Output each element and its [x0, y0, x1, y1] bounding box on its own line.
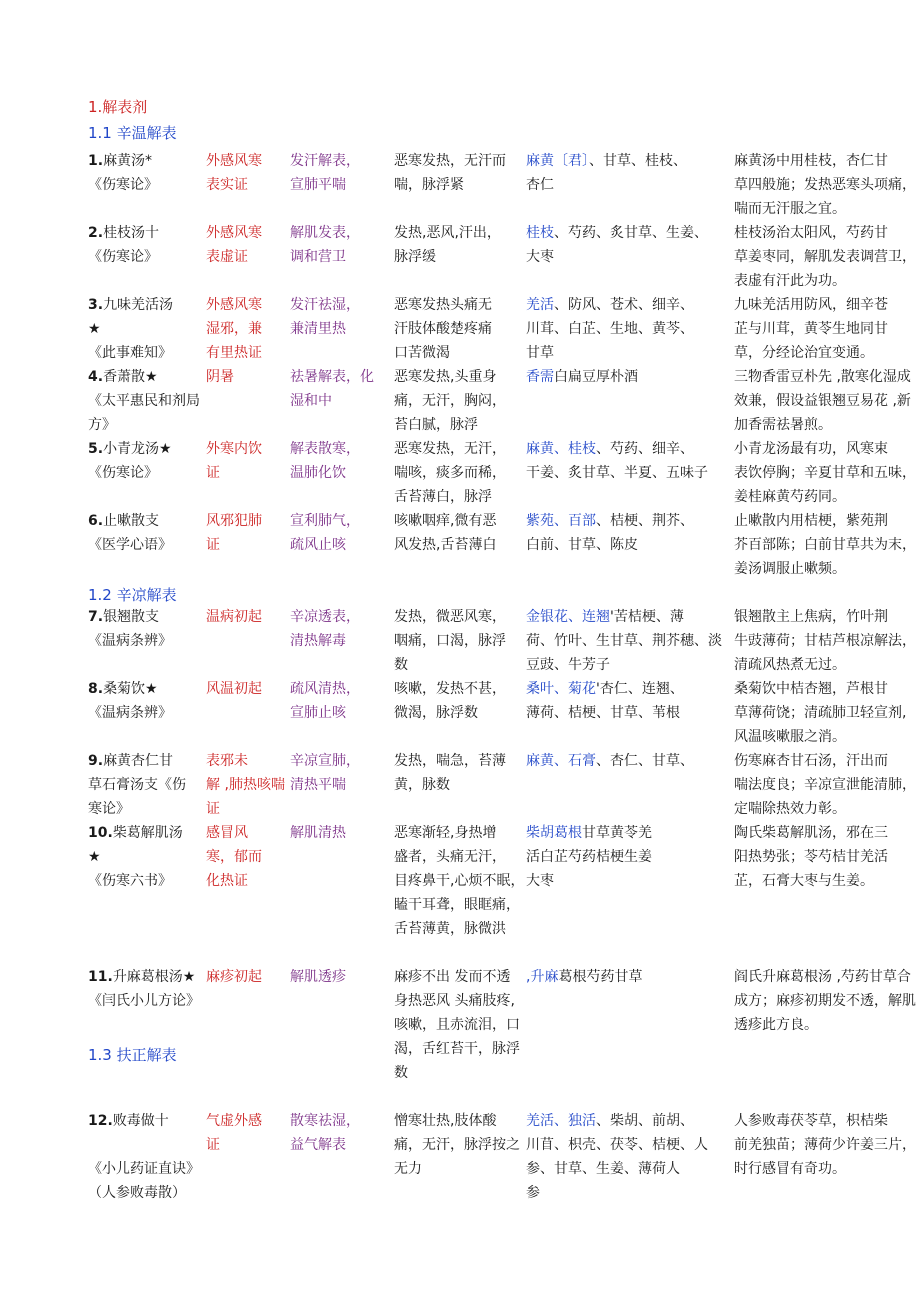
symptoms: 舌苔薄黄，脉微洪: [394, 921, 506, 937]
mnemonic-verse: 芥百部陈；白前甘草共为末，: [734, 537, 916, 553]
symptoms: 数: [394, 657, 408, 673]
mechanism: 解肌清热: [290, 825, 346, 841]
formula-name-text: 败毒做十: [112, 1113, 169, 1129]
herbs: [526, 821, 652, 845]
mnemonic-verse: 效兼，假设益银翘豆易花 ,新: [734, 393, 911, 409]
herbs-continued: 参、甘草、生姜、薄荷人: [526, 1161, 680, 1177]
symptoms: 恶寒发热，无汗而: [394, 153, 506, 169]
herbs-continued: 荷、竹叶、生甘草、荆芥穗、淡: [526, 633, 722, 649]
principal-herb: 桑叶、菊花: [526, 681, 596, 697]
symptoms: 憎寒壮热,肢体酸: [394, 1113, 497, 1129]
indication: 外寒内饮: [206, 441, 262, 457]
mechanism: 疏风清热，: [290, 681, 360, 697]
formula-name: [88, 437, 172, 461]
herb-list: 、芍药、炙甘草、生姜、: [554, 225, 708, 241]
symptoms: 数: [394, 1065, 408, 1081]
mnemonic-verse: 人参败毒茯苓草，枳桔柴: [734, 1113, 888, 1129]
herbs-continued: 甘草: [526, 345, 554, 361]
principal-herb: 升麻: [530, 969, 559, 985]
formula-name: [88, 965, 195, 989]
formula-number: 6.: [88, 513, 104, 529]
mnemonic-verse: 伤寒麻杏甘石汤，汗出而: [734, 753, 888, 769]
symptoms: 痛，无汗，脉浮按之: [394, 1137, 520, 1153]
indication: 温病初起: [206, 609, 262, 625]
herb-prefix: ,: [526, 969, 531, 985]
indication: 证: [206, 1137, 220, 1153]
symptoms: 黄，脉数: [394, 777, 450, 793]
symptoms: 恶寒发热头痛无: [394, 297, 492, 313]
indication: 湿邪，兼: [206, 321, 262, 337]
herb-list: 、柴胡、前胡、: [596, 1113, 694, 1129]
symptoms: 口苦微渴: [394, 345, 450, 361]
formula-source: 《伤寒六书》: [88, 873, 172, 889]
mnemonic-verse: 草，分经论治宜变通。: [734, 345, 874, 361]
herbs: [526, 677, 684, 701]
mechanism: 温肺化饮: [290, 465, 346, 481]
herbs: [526, 965, 642, 989]
formula-name: [88, 749, 173, 773]
herbs: [526, 509, 694, 533]
mechanism: 辛凉宣肺，: [290, 753, 360, 769]
section-heading-1-1: 1.1 辛温解表: [88, 124, 177, 142]
symptoms: 风发热,舌苔薄白: [394, 537, 497, 553]
symptoms: 咳嗽咽痒,微有恶: [394, 513, 497, 529]
formula-source: 《温病条辨》: [88, 705, 172, 721]
principal-herb: 麻黄、石膏: [526, 753, 596, 769]
formula-number: 2.: [88, 225, 104, 241]
indication: 阴暑: [206, 369, 234, 385]
mechanism: 兼清里热: [290, 321, 346, 337]
mnemonic-verse: 桂枝汤治太阳风，芍药甘: [734, 225, 888, 241]
mnemonic-verse: 小青龙汤最有功，风寒束: [734, 441, 888, 457]
formula-name-text: 柴葛解肌汤: [112, 825, 183, 841]
formula-source: 方》: [88, 417, 116, 433]
symptoms: 脉浮缓: [394, 249, 436, 265]
formula-name-text: 升麻葛根汤★: [112, 969, 196, 985]
formula-name: [88, 293, 173, 317]
formula-source: 《小儿药证直诀》: [88, 1161, 200, 1177]
symptoms: 发热，喘急，苔薄: [394, 753, 506, 769]
principal-herb: 麻黄、桂枝: [526, 441, 596, 457]
principal-herb: 羌活、独活: [526, 1113, 596, 1129]
mechanism: 辛凉透表，: [290, 609, 360, 625]
chapter-heading: 1.解表剂: [88, 98, 148, 116]
formula-number: 3.: [88, 297, 104, 313]
formula-name: [88, 509, 159, 533]
formula-number: 12.: [88, 1113, 113, 1129]
mnemonic-verse: 牛豉薄荷；甘桔芦根凉解法，: [734, 633, 916, 649]
symptoms: 咳嗽，发热不甚，: [394, 681, 506, 697]
herbs-continued: 大枣: [526, 873, 554, 889]
indication: 感冒风: [206, 825, 248, 841]
symptoms: 苔白腻，脉浮: [394, 417, 478, 433]
indication: 化热证: [206, 873, 248, 889]
herbs-continued: 薄荷、桔梗、甘草、苇根: [526, 705, 680, 721]
mnemonic-verse: 止嗽散内用桔梗，紫苑荆: [734, 513, 888, 529]
formula-source: ★: [88, 321, 101, 337]
mnemonic-verse: 喘而无汗服之宜。: [734, 201, 846, 217]
formula-source: 《太平惠民和剂局: [88, 393, 200, 409]
mechanism: 清热解毒: [290, 633, 346, 649]
indication: 表虚证: [206, 249, 248, 265]
mechanism: 清热平喘: [290, 777, 346, 793]
mechanism: 益气解表: [290, 1137, 346, 1153]
herbs-continued: 川苜、枳壳、茯苓、桔梗、人: [526, 1137, 708, 1153]
indication: 寒，郁而: [206, 849, 262, 865]
symptoms: 汗肢体酸楚疼痛: [394, 321, 492, 337]
mnemonic-verse: 成方；麻疹初期发不透，解肌: [734, 993, 916, 1009]
symptoms: 身热恶风 头痛肢疼,: [394, 993, 515, 1009]
mnemonic-verse: 定喘除热效力彰。: [734, 801, 846, 817]
formula-source: 《医学心语》: [88, 537, 172, 553]
section-heading-1-2: 1.2 辛凉解表: [88, 586, 177, 604]
indication: 证: [206, 465, 220, 481]
symptoms: 喘咳，痰多而稀，: [394, 465, 506, 481]
symptoms: 舌苔薄白，脉浮: [394, 489, 492, 505]
symptoms: 渴，舌红苔干，脉浮: [394, 1041, 520, 1057]
symptoms: 咽痛，口渴，脉浮: [394, 633, 506, 649]
formula-name: [88, 1109, 169, 1133]
herbs-continued: 杏仁: [526, 177, 554, 193]
herbs: [526, 365, 638, 389]
mechanism: 祛暑解表，化: [290, 369, 374, 385]
indication: 证: [206, 537, 220, 553]
formula-source: （人参败毒散）: [88, 1185, 186, 1201]
indication: 风邪犯肺: [206, 513, 262, 529]
mnemonic-verse: 姜汤调服止嗽频。: [734, 561, 846, 577]
principal-herb: 柴胡葛根: [526, 825, 582, 841]
formula-number: 5.: [88, 441, 104, 457]
mechanism: 发汗祛湿，: [290, 297, 360, 313]
formula-number: 4.: [88, 369, 104, 385]
mnemonic-verse: 加香需祛暑煎。: [734, 417, 832, 433]
formula-source: 《伤寒论》: [88, 249, 158, 265]
formula-source: 《此事难知》: [88, 345, 172, 361]
herbs-continued: 活白芷芍药桔梗生姜: [526, 849, 652, 865]
indication: 气虚外感: [206, 1113, 262, 1129]
indication: 外感风寒: [206, 225, 262, 241]
mnemonic-verse: 阳热势张；苓芍桔甘羌活: [734, 849, 888, 865]
herbs: [526, 149, 687, 173]
herb-list: 、杏仁、甘草、: [596, 753, 694, 769]
herbs-continued: 川茸、白芷、生地、黄芩、: [526, 321, 694, 337]
indication: 外感风寒: [206, 297, 262, 313]
formula-source: ★: [88, 849, 101, 865]
formula-name-text: 麻黄汤*: [103, 153, 153, 169]
mnemonic-verse: 草四般施；发热恶寒头项痛，: [734, 177, 916, 193]
symptoms: 麻疹不出 发而不透: [394, 969, 511, 985]
mnemonic-verse: 芷，石膏大枣与生姜。: [734, 873, 874, 889]
symptoms: 微渴，脉浮数: [394, 705, 478, 721]
mnemonic-verse: 前羌独苗；薄荷少许姜三片，: [734, 1137, 916, 1153]
formula-number: 9.: [88, 753, 104, 769]
formula-name: [88, 365, 158, 389]
herbs-continued: 白前、甘草、陈皮: [526, 537, 638, 553]
formula-source: 草石膏汤支《伤: [88, 777, 186, 793]
mnemonic-verse: 草姜枣同，解肌发表调营卫，: [734, 249, 916, 265]
indication-extra: 肺热咳喘: [229, 777, 285, 793]
mnemonic-verse: 三物香雷豆朴先 ,散寒化湿成: [734, 369, 911, 385]
indication: 证: [206, 801, 220, 817]
mechanism: 散寒祛湿，: [290, 1113, 360, 1129]
symptoms: 发热，微恶风寒，: [394, 609, 506, 625]
mnemonic-verse: 喘法度良；辛凉宣泄能清肺，: [734, 777, 916, 793]
formula-name-text: 银翘散支: [103, 609, 160, 625]
formula-source: 《伤寒论》: [88, 177, 158, 193]
formula-name-text: 桑菊饮★: [103, 681, 158, 697]
symptoms: 痛，无汗，胸闷，: [394, 393, 506, 409]
mechanism: 解肌发表，: [290, 225, 360, 241]
symptoms: 恶寒发热,头重身: [394, 369, 497, 385]
mnemonic-verse: 芷与川茸，黄苓生地同甘: [734, 321, 888, 337]
herbs: [526, 293, 694, 317]
symptoms: 目疼鼻干,心烦不眠，: [394, 873, 525, 889]
mnemonic-verse: 表饮停胸；辛夏甘草和五味，: [734, 465, 916, 481]
symptoms: 恶寒发热，无汗，: [394, 441, 506, 457]
principal-herb: 羌活: [526, 297, 554, 313]
mechanism: 宣肺平喘: [290, 177, 346, 193]
mechanism: 宣利肺气，: [290, 513, 360, 529]
mnemonic-verse: 姜桂麻黄芍药同。: [734, 489, 846, 505]
formula-source: 《闫氏小儿方论》: [88, 993, 200, 1009]
formula-number: 11.: [88, 969, 113, 985]
mnemonic-verse: 桑菊饮中桔杏翘，芦根甘: [734, 681, 888, 697]
symptoms: 无力: [394, 1161, 422, 1177]
herbs: [526, 749, 694, 773]
mechanism: 解肌透疹: [290, 969, 346, 985]
mnemonic-verse: 风温咳嗽服之消。: [734, 729, 846, 745]
herb-list: 、芍药、细辛、: [596, 441, 694, 457]
indication: 表邪未: [206, 753, 248, 769]
mnemonic-verse: 草薄荷饶；清疏肺卫轻宣剂,: [734, 705, 907, 721]
herbs-continued: 干姜、炙甘草、半夏、五味子: [526, 465, 708, 481]
formula-source: 《温病条辨》: [88, 633, 172, 649]
symptoms: 瞌干耳聋，眼眶痛，: [394, 897, 520, 913]
principal-herb: 桂枝: [526, 225, 554, 241]
herb-list: 、甘草、桂枝、: [589, 153, 687, 169]
indication: 解 ,: [206, 777, 229, 793]
formula-name: [88, 149, 152, 173]
principal-herb: 麻黄〔君〕: [526, 153, 589, 169]
herb-list: '杏仁、连翘、: [596, 681, 684, 697]
symptoms: 咳嗽，且赤流泪，口: [394, 1017, 520, 1033]
formula-name: [88, 677, 158, 701]
principal-herb: 紫苑、百部: [526, 513, 596, 529]
symptoms: 喘，脉浮紧: [394, 177, 464, 193]
formula-number: 10.: [88, 825, 113, 841]
formula-number: 7.: [88, 609, 104, 625]
herbs: [526, 437, 694, 461]
formula-number: 8.: [88, 681, 104, 697]
herb-list: 白扁豆厚朴酒: [554, 369, 638, 385]
herbs: [526, 605, 684, 629]
herb-list: 、防风、苍术、细辛、: [554, 297, 694, 313]
formula-number: 1.: [88, 153, 104, 169]
mnemonic-verse: 银翘散主上焦病，竹叶荆: [734, 609, 888, 625]
mnemonic-verse: 清疏风热煮无过。: [734, 657, 846, 673]
herbs-continued: 参: [526, 1185, 540, 1201]
herbs-continued: 豆豉、牛芳子: [526, 657, 610, 673]
herbs: [526, 221, 708, 245]
mechanism: 疏风止咳: [290, 537, 346, 553]
section-heading-1-3: 1.3 扶正解表: [88, 1046, 177, 1064]
indication: 麻疹初起: [206, 969, 262, 985]
formula-source: 寒论》: [88, 801, 130, 817]
principal-herb: 金银花、连翘: [526, 609, 610, 625]
mnemonic-verse: 阎氏升麻葛根汤 ,芍药甘草合: [734, 969, 911, 985]
mechanism: 湿和中: [290, 393, 332, 409]
herbs-continued: 大枣: [526, 249, 554, 265]
symptoms: 发热,恶风,汗出，: [394, 225, 501, 241]
mechanism: 调和营卫: [290, 249, 346, 265]
mnemonic-verse: 九味羌活用防风，细辛苍: [734, 297, 888, 313]
symptoms: 恶寒渐轻,身热增: [394, 825, 497, 841]
mnemonic-verse: 麻黄汤中用桂枝，杏仁甘: [734, 153, 888, 169]
herbs: [526, 1109, 694, 1133]
indication: 风温初起: [206, 681, 262, 697]
formula-name-text: 止嗽散支: [103, 513, 160, 529]
formula-name-text: 桂枝汤十: [103, 225, 160, 241]
mnemonic-verse: 陶氏柴葛解肌汤，邪在三: [734, 825, 888, 841]
indication: 外感风寒: [206, 153, 262, 169]
mechanism: 发汗解表，: [290, 153, 360, 169]
mechanism: 宣肺止咳: [290, 705, 346, 721]
formula-name: [88, 605, 159, 629]
symptoms: 盛者，头痛无汗，: [394, 849, 506, 865]
indication: 表实证: [206, 177, 248, 193]
formula-name: [88, 221, 159, 245]
herb-list: 葛根芍药甘草: [558, 969, 643, 985]
mnemonic-verse: 时行感冒有奇功。: [734, 1161, 846, 1177]
formula-name-text: 小青龙汤★: [103, 441, 172, 457]
formula-name-text: 九味羌活汤: [103, 297, 174, 313]
mnemonic-verse: 表虚有汗此为功。: [734, 273, 846, 289]
mechanism: 解表散寒，: [290, 441, 360, 457]
mnemonic-verse: 透疹此方良。: [734, 1017, 818, 1033]
formula-name-text: 香萧散★: [103, 369, 158, 385]
herb-list: 甘草黄苓羌: [582, 825, 652, 841]
herb-list: 、桔梗、荆芥、: [596, 513, 694, 529]
herb-list: '苦桔梗、薄: [610, 609, 684, 625]
indication: 有里热证: [206, 345, 262, 361]
formula-name-text: 麻黄杏仁甘: [103, 753, 174, 769]
formula-name: [88, 821, 183, 845]
principal-herb: 香需: [526, 369, 554, 385]
formula-source: 《伤寒论》: [88, 465, 158, 481]
